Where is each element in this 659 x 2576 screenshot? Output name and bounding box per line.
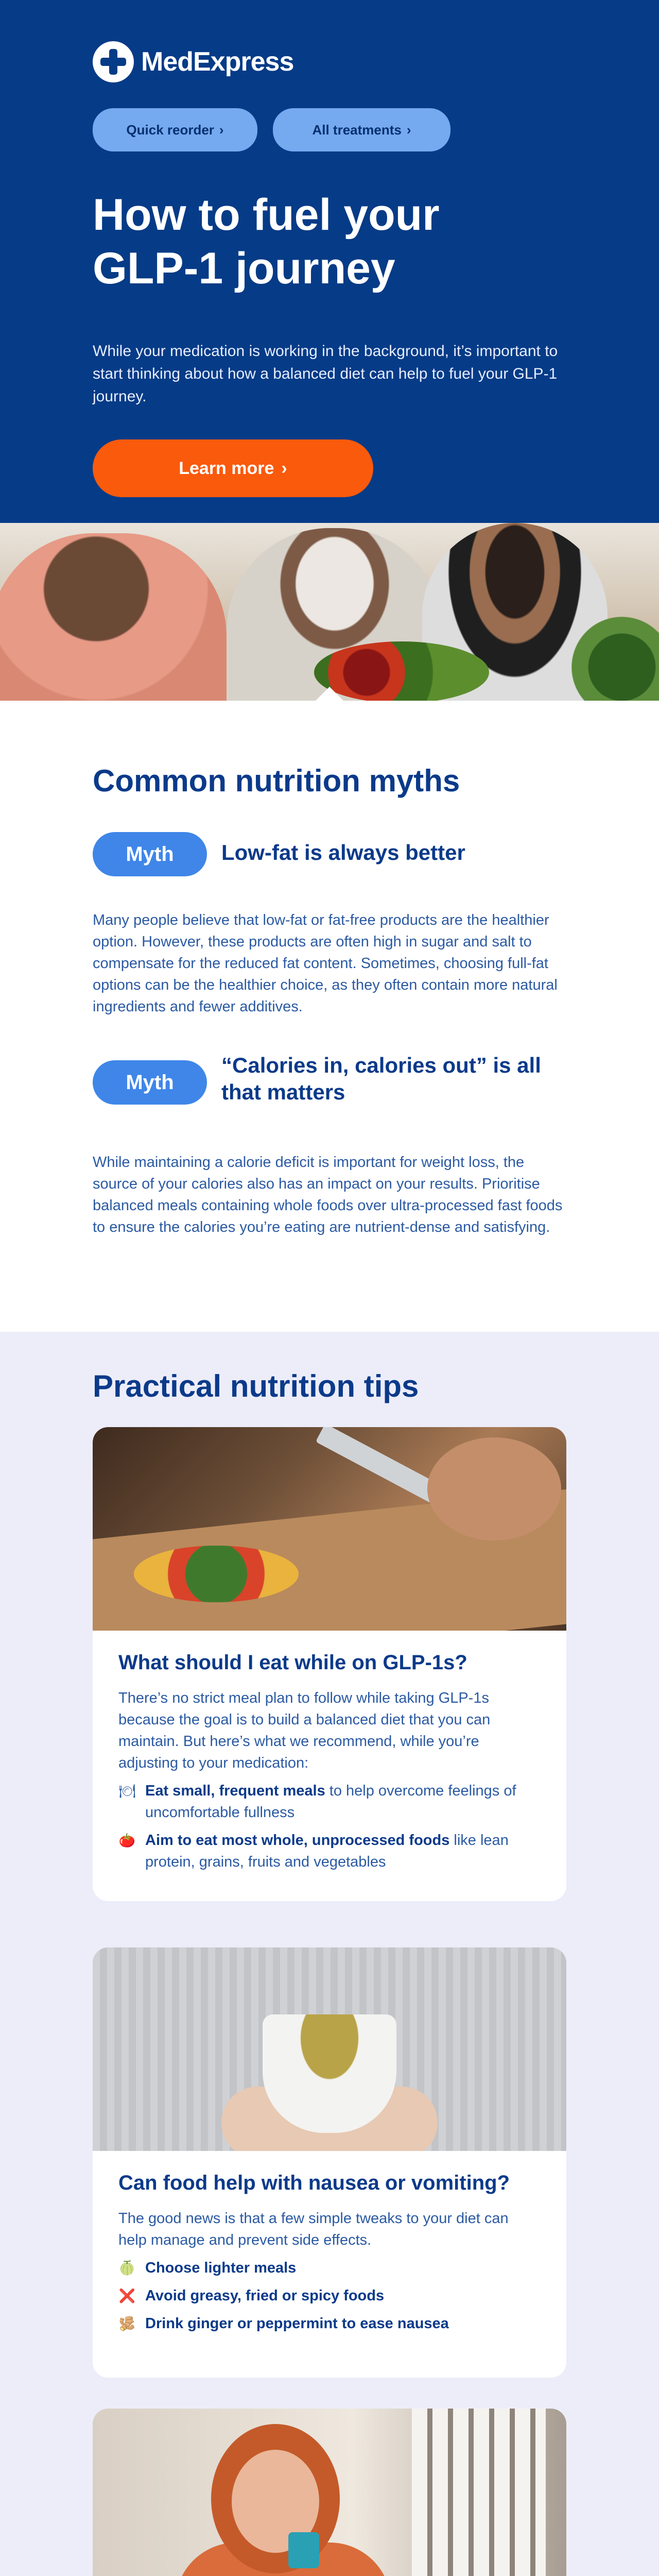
photo-mug bbox=[288, 2532, 319, 2568]
tip-bold: Choose lighter meals bbox=[145, 2260, 297, 2276]
all-treatments-button[interactable] bbox=[273, 108, 450, 151]
myth-title: Low-fat is always better bbox=[221, 840, 465, 865]
quick-reorder-label: Quick reorder bbox=[126, 122, 214, 138]
tips-section bbox=[0, 1332, 659, 2576]
learn-more-label: Learn more bbox=[179, 458, 274, 478]
tip-bold: Drink ginger or peppermint to ease nausea bbox=[145, 2315, 449, 2332]
photo-chopping-vegetables bbox=[93, 1427, 566, 1631]
myth-text: Many people believe that low-fat or fat-free products are the healthier option. However, these products are often high in sugar and salt to compensate for the reduced fat content. Sometimes, choosing full-fat options can be the healthier choice, as they often contain more natural ingredients and fewer additives. bbox=[93, 912, 558, 1015]
tip-card-text: There’s no strict meal plan to follow while taking GLP-1s because the goal is to build a balanced diet that you can maintain. But here’s what we recommend, while you’re adjusting to your medication: bbox=[118, 1690, 491, 1771]
myth-text: While maintaining a calorie deficit is important for weight loss, the source of your calories also has an impact on your results. Prioritise balanced meals containing whole foods over ultra-processed fast foods to ensure the calories you’re eating are nutrient-dense and satisfying. bbox=[93, 1154, 563, 1235]
all-treatments-label: All treatments bbox=[312, 122, 402, 138]
photo-woman-with-mug bbox=[93, 2409, 566, 2576]
tip-card-title: What should I eat while on GLP-1s? bbox=[118, 1651, 467, 1674]
hero-intro: While your medication is working in the background, it’s important to start thinking about how a balanced diet can help to fuel your GLP-1 journey. bbox=[93, 343, 558, 405]
tip-list-item bbox=[118, 1780, 541, 1823]
tip-card bbox=[93, 1427, 566, 1901]
myth-item bbox=[93, 1052, 551, 1106]
ginger-icon: 🫚 bbox=[118, 2316, 136, 2331]
myth-badge: Myth bbox=[93, 1060, 207, 1105]
photo-tea-cup bbox=[93, 1947, 566, 2151]
tip-list-item bbox=[118, 2313, 541, 2334]
tip-bold: Eat small, frequent meals bbox=[145, 1783, 325, 1799]
tip-rest: like lean protein, grains, fruits and vegetables bbox=[145, 1832, 509, 1870]
tip-bold: Aim to eat most whole, unprocessed foods bbox=[145, 1832, 450, 1849]
myth-title: “Calories in, calories out” is all that matters bbox=[221, 1053, 541, 1104]
tip-rest: to help overcome feelings of uncomfortable fullness bbox=[145, 1783, 516, 1821]
tip-list-item bbox=[118, 2257, 541, 2279]
myths-section bbox=[0, 701, 659, 1332]
tips-heading: Practical nutrition tips bbox=[93, 1369, 419, 1403]
tomato-icon: 🍅 bbox=[118, 1833, 136, 1848]
tip-card-text: The good news is that a few simple tweaks to your diet can help manage and prevent side effects. bbox=[118, 2210, 509, 2248]
photo-window bbox=[412, 2409, 546, 2576]
myths-heading: Common nutrition myths bbox=[93, 764, 460, 798]
chevron-right-icon: › bbox=[219, 122, 224, 138]
myth-item bbox=[93, 832, 530, 876]
hero-section bbox=[0, 0, 659, 523]
page-title: How to fuel your GLP-1 journey bbox=[93, 190, 440, 293]
hero-photo-women-cooking bbox=[0, 523, 659, 701]
cross-icon: ❌ bbox=[118, 2288, 136, 2303]
quick-reorder-button[interactable] bbox=[93, 108, 257, 151]
top-nav bbox=[93, 108, 450, 151]
chevron-right-icon: › bbox=[406, 122, 411, 138]
tip-list-item bbox=[118, 1829, 541, 1873]
tip-text bbox=[145, 2285, 384, 2307]
photo-person-1 bbox=[0, 533, 227, 701]
myth-badge: Myth bbox=[93, 832, 207, 876]
section-notch bbox=[315, 687, 344, 701]
tip-card bbox=[93, 2409, 566, 2576]
photo-greens bbox=[566, 605, 659, 701]
learn-more-button[interactable] bbox=[93, 439, 373, 497]
chevron-right-icon: › bbox=[281, 458, 287, 478]
tip-card-title: Can food help with nausea or vomiting? bbox=[118, 2172, 510, 2194]
tip-card-body bbox=[93, 2151, 566, 2334]
brand-name: MedExpress bbox=[141, 47, 294, 77]
photo-cup bbox=[263, 2014, 396, 2133]
tip-bold: Avoid greasy, fried or spicy foods bbox=[145, 2287, 385, 2304]
brand-logo[interactable] bbox=[93, 41, 293, 82]
tip-text bbox=[145, 2313, 449, 2334]
tip-card-body bbox=[93, 1631, 566, 1873]
tip-text bbox=[145, 2257, 296, 2279]
photo-veg bbox=[134, 1546, 299, 1602]
melon-icon: 🍈 bbox=[118, 2260, 136, 2276]
tip-card bbox=[93, 1947, 566, 2378]
plate-icon: 🍽 bbox=[118, 1783, 136, 1799]
tip-list-item bbox=[118, 2285, 541, 2307]
tip-text bbox=[145, 1780, 541, 1823]
tip-text bbox=[145, 1829, 541, 1873]
medical-cross-icon bbox=[93, 41, 134, 82]
photo-hand bbox=[427, 1437, 561, 1540]
